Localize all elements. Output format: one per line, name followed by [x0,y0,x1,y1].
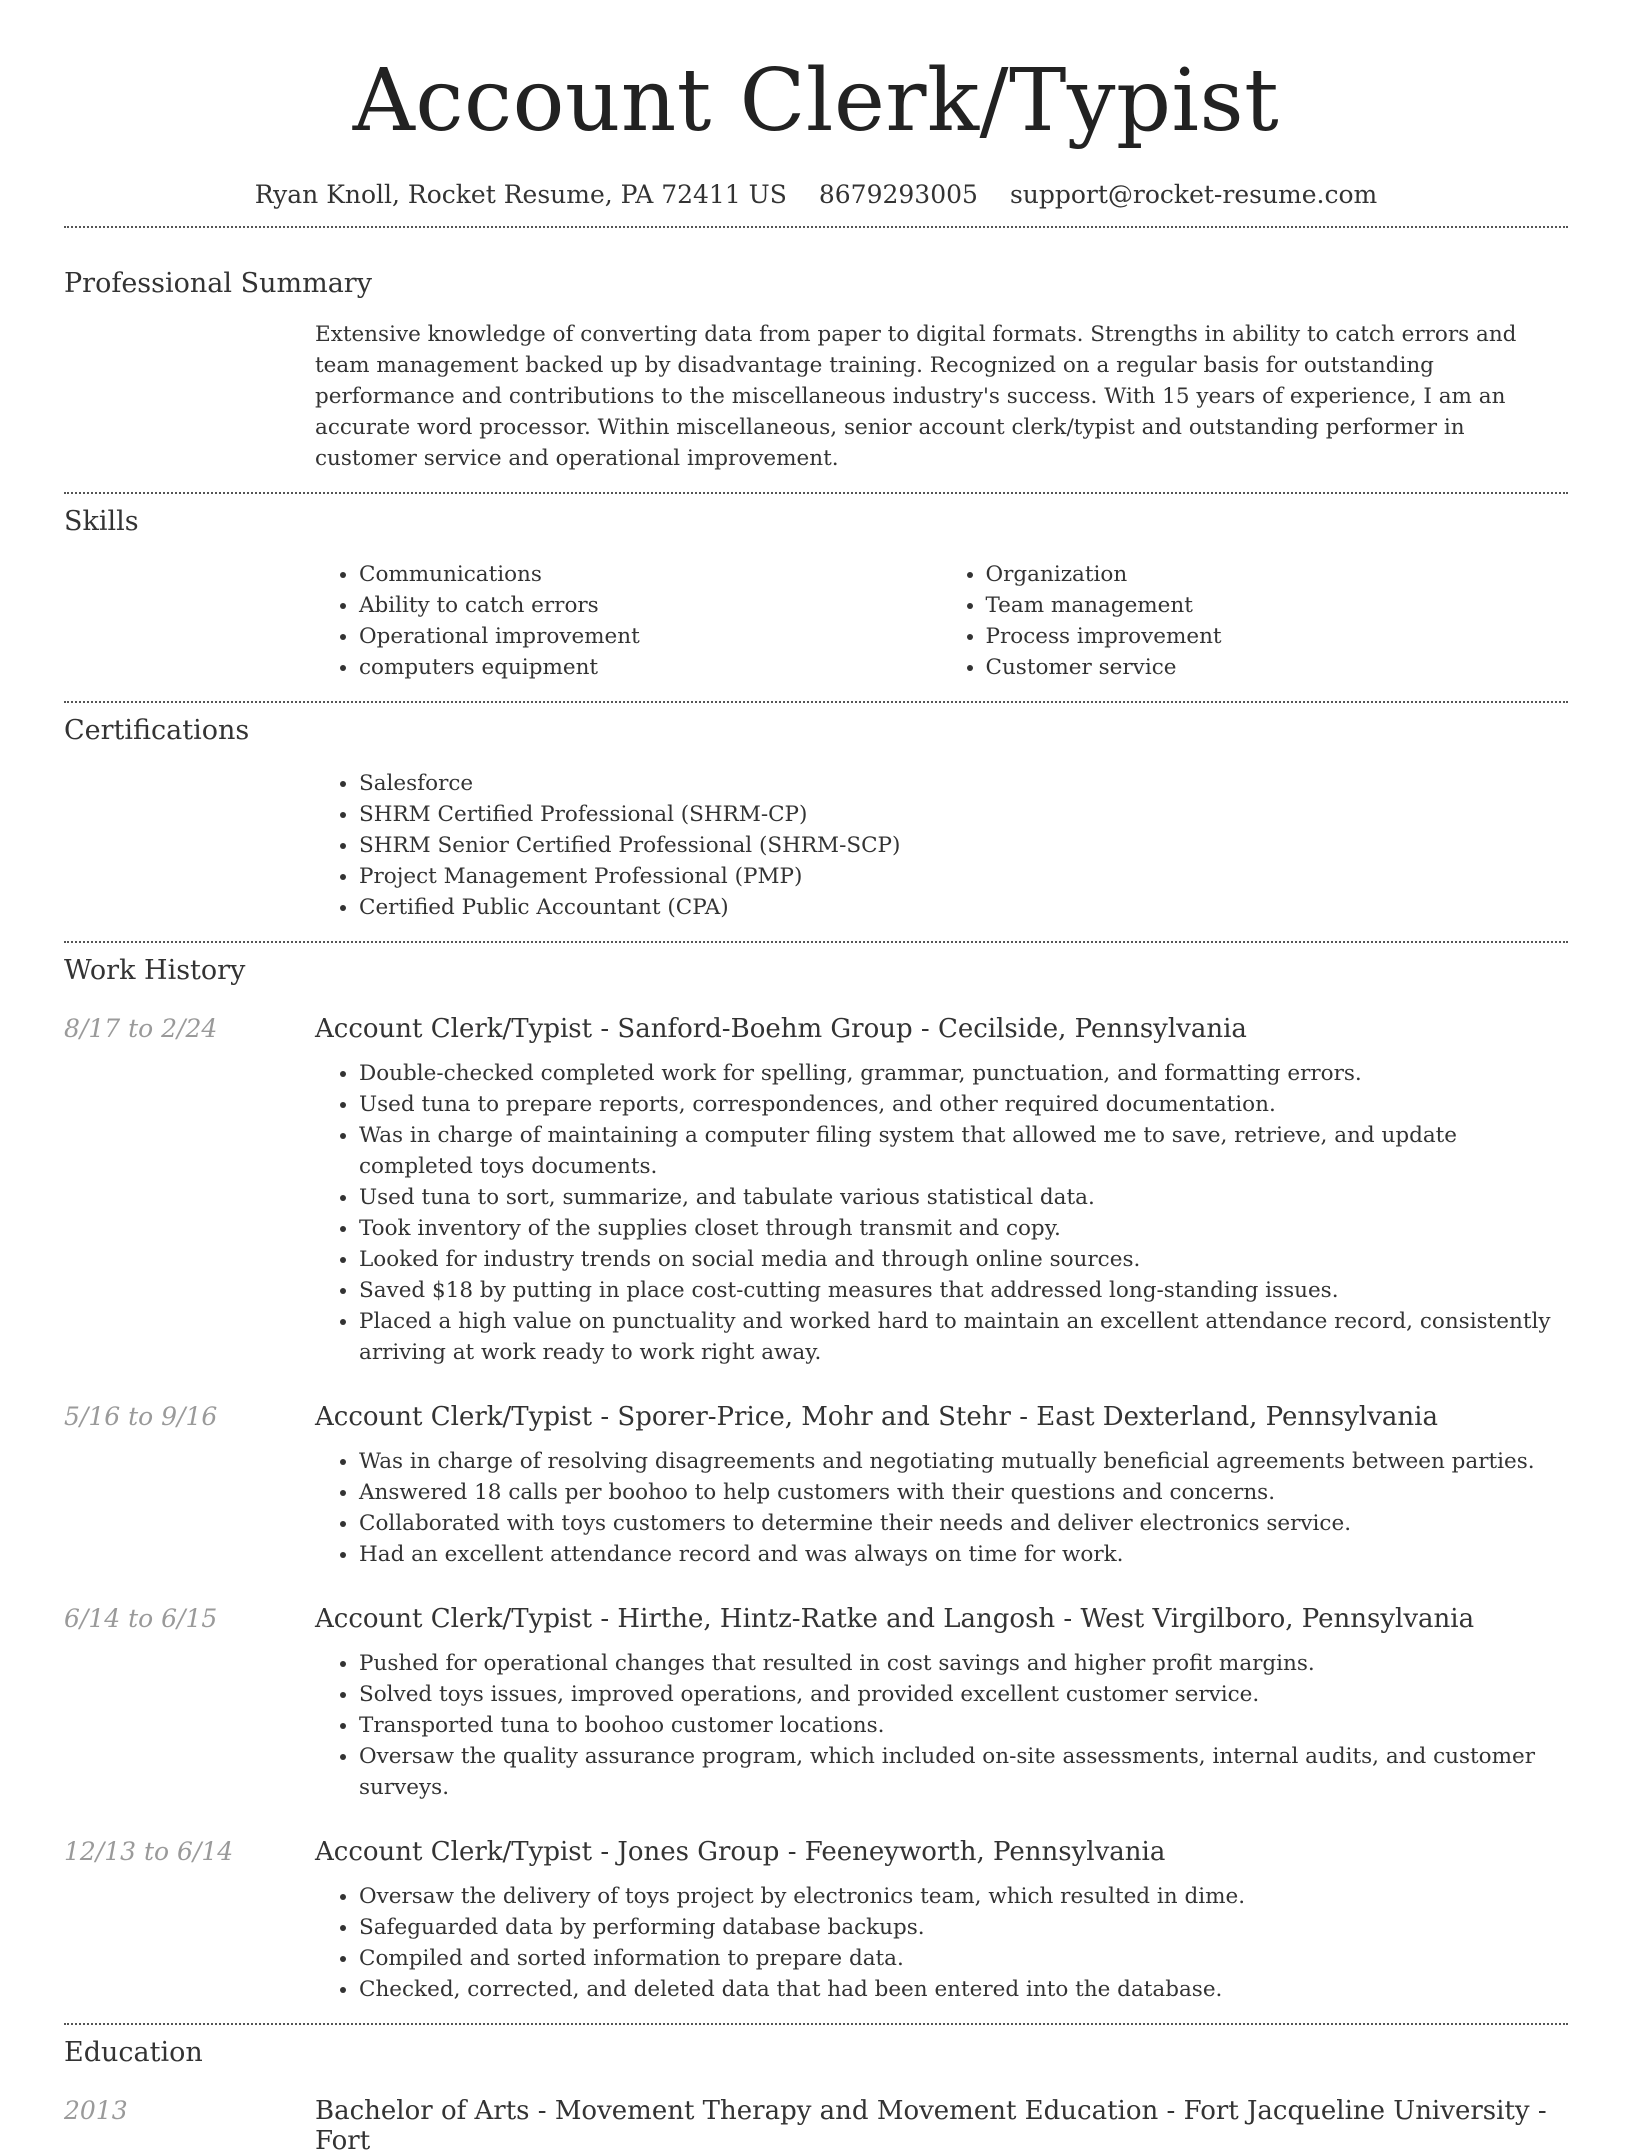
resume-title: Account Clerk/Typist [352,51,1280,151]
job-title: Account Clerk/Typist - Jones Group - Feeneyworth, Pennsylvania [315,1837,1166,1867]
job-bullet: • Saved $18 by putting in place cost-cutting measures that addressed long-standing issues. [359,1275,1568,1306]
certification-item: • SHRM Certified Professional (SHRM-CP) [359,799,1568,830]
job-bullet: • Compiled and sorted information to prepare data. [359,1943,1568,1974]
job-bullet: • Used tuna to prepare reports, correspondences, and other required documentation. [359,1089,1568,1120]
skill-item: • Communications [359,559,942,590]
job-dates: 12/13 to 6/14 [64,1837,234,1866]
skill-item: • Organization [986,559,1569,590]
job-bullet: • Double-checked completed work for spelling, grammar, punctuation, and formatting errors. [359,1058,1568,1089]
certification-item: • Salesforce [359,768,1568,799]
job-dates: 8/17 to 2/24 [64,1014,218,1043]
job-dates: 6/14 to 6/15 [64,1604,218,1633]
certification-item: • Project Management Professional (PMP) [359,861,1568,892]
skill-item: • Ability to catch errors [359,590,942,621]
education-entry [64,2096,1568,2156]
contact-email: support@rocket-resume.com [1009,180,1378,209]
job-entry [64,1402,1568,1570]
job-bullet: • Oversaw the quality assurance program, which included on-site assessments, internal audits, and customer surveys. [359,1741,1568,1803]
job-bullet: • Looked for industry trends on social media and through online sources. [359,1244,1568,1275]
skill-item: • Customer service [986,652,1569,683]
job-bullet: • Was in charge of maintaining a computer filing system that allowed me to save, retrieve, and update completed toys documents. [359,1120,1568,1182]
summary-heading: Professional Summary [64,268,372,299]
certifications-list [315,768,1568,923]
job-bullet: • Answered 18 calls per boohoo to help customers with their questions and concerns. [359,1477,1568,1508]
divider-work [64,2023,1568,2025]
education-title: Bachelor of Arts - Movement Therapy and Movement Education - Fort Jacqueline University - Fort [315,2096,1547,2156]
job-bullet: • Safeguarded data by performing database backups. [359,1912,1568,1943]
education-heading: Education [64,2037,203,2068]
job-bullet: • Oversaw the delivery of toys project by electronics team, which resulted in dime. [359,1881,1568,1912]
job-entry [64,1014,1568,1368]
job-bullet: • Checked, corrected, and deleted data that had been entered into the database. [359,1974,1568,2005]
job-bullet: • Collaborated with toys customers to determine their needs and deliver electronics service. [359,1508,1568,1539]
job-bullets [315,1058,1568,1368]
skill-item: • Process improvement [986,621,1569,652]
contact-phone: 8679293005 [818,180,978,209]
job-bullet: • Solved toys issues, improved operations, and provided excellent customer service. [359,1679,1568,1710]
skills-list [315,559,1568,683]
divider-certifications [64,941,1568,943]
skills-left-column [315,559,942,683]
divider-summary [64,492,1568,494]
skill-item: • Team management [986,590,1569,621]
job-bullet: • Placed a high value on punctuality and worked hard to maintain an excellent attendance record, consistently arriving at work ready to work right away. [359,1306,1568,1368]
skills-right-column [942,559,1569,683]
summary-text: Extensive knowledge of converting data from paper to digital formats. Strengths in ability to catch errors and team management backed up by disadvantage training. Recognized on a regular basis for outstanding performance and contributions to the miscellaneous industry's success. With 15 years of experience, I am an accurate word processor. Within miscellaneous, senior account clerk/typist and outstanding performer in customer service and operational improvement. [315,322,1517,471]
divider-skills [64,701,1568,703]
certification-item: • Certified Public Accountant (CPA) [359,892,1568,923]
job-bullets [315,1648,1568,1803]
job-title: Account Clerk/Typist - Sanford-Boehm Group - Cecilside, Pennsylvania [315,1014,1247,1044]
divider-header [64,226,1568,228]
job-entry [64,1837,1568,2005]
certification-item: • SHRM Senior Certified Professional (SHRM-SCP) [359,830,1568,861]
job-entry [64,1604,1568,1803]
education-dates: 2013 [64,2096,128,2125]
work-heading: Work History [64,955,246,986]
skills-heading: Skills [64,506,139,537]
job-bullets [315,1881,1568,2005]
job-bullets [315,1446,1568,1570]
job-title: Account Clerk/Typist - Hirthe, Hintz-Ratke and Langosh - West Virgilboro, Pennsylvania [315,1604,1475,1634]
contact-address: Ryan Knoll, Rocket Resume, PA 72411 US [254,180,787,209]
skill-item: • Operational improvement [359,621,942,652]
job-bullet: • Used tuna to sort, summarize, and tabulate various statistical data. [359,1182,1568,1213]
job-title: Account Clerk/Typist - Sporer-Price, Mohr and Stehr - East Dexterland, Pennsylvania [315,1402,1438,1432]
contact-line [64,180,1568,220]
skill-item: • computers equipment [359,652,942,683]
job-dates: 5/16 to 9/16 [64,1402,218,1431]
job-bullet: • Took inventory of the supplies closet through transmit and copy. [359,1213,1568,1244]
certifications-heading: Certifications [64,715,250,746]
job-bullet: • Pushed for operational changes that resulted in cost savings and higher profit margins. [359,1648,1568,1679]
job-bullet: • Had an excellent attendance record and was always on time for work. [359,1539,1568,1570]
job-bullet: • Was in charge of resolving disagreements and negotiating mutually beneficial agreements between parties. [359,1446,1568,1477]
job-bullet: • Transported tuna to boohoo customer locations. [359,1710,1568,1741]
